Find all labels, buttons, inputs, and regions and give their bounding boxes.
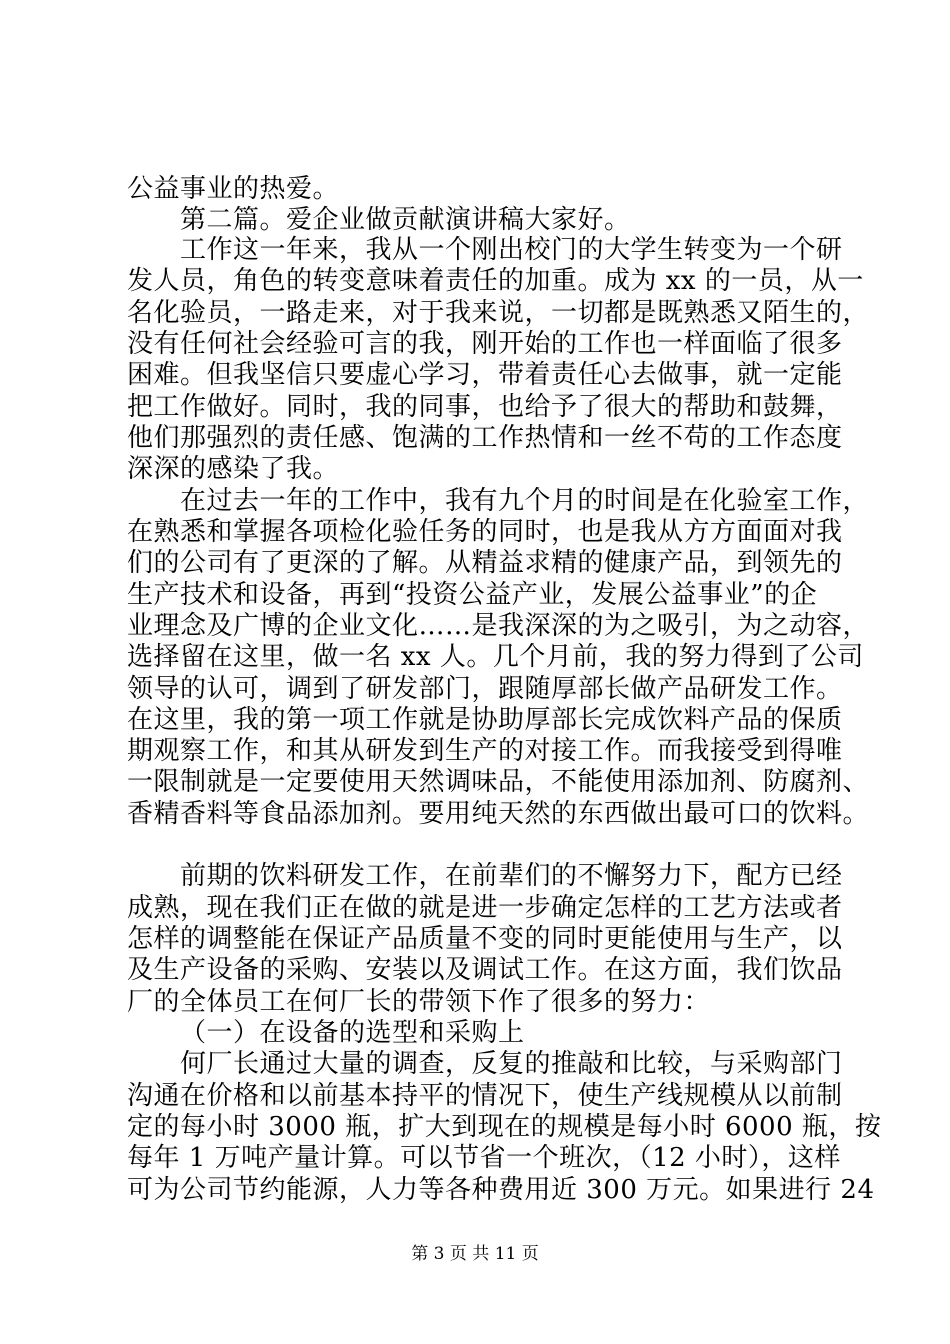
text-line: 深深的感染了我。 [127,454,340,484]
text-line: 困难。但我坚信只要虚心学习，带着责任心去做事，就一定能 [127,360,843,390]
text-line: 发人员，角色的转变意味着责任的加重。成为 xx 的一员，从一 [127,266,864,296]
text-line: 生产技术和设备，再到“投资公益产业，发展公益事业”的企 [127,580,818,610]
text-line: 业理念及广博的企业文化……是我深深的为之吸引，为之动容， [127,611,870,641]
text-line: 名化验员，一路走来，对于我来说，一切都是既熟悉又陌生的， [127,298,870,328]
text-line: 在这里，我的第一项工作就是协助厚部长完成饮料产品的保质 [127,705,843,735]
text-line: 何厂长通过大量的调查，反复的推敲和比较，与采购部门 [180,1049,843,1079]
text-line: 成熟，现在我们正在做的就是进一步确定怎样的工艺方法或者 [127,893,843,923]
page-number-footer: 第 3 页 共 11 页 [411,1244,539,1264]
text-line: 没有任何社会经验可言的我，刚开始的工作也一样面临了很多 [127,329,843,359]
text-line: 在过去一年的工作中，我有九个月的时间是在化验室工作， [180,486,870,516]
text-line: 他们那强烈的责任感、饱满的工作热情和一丝不苟的工作态度 [127,423,843,453]
text-line: 第二篇。爱企业做贡献演讲稿大家好。 [180,205,631,235]
section-heading: （一）在设备的选型和采购上 [180,1018,525,1048]
text-line: 工作这一年来，我从一个刚出校门的大学生转变为一个研 [180,235,843,265]
text-line: 在熟悉和掌握各项检化验任务的同时，也是我从方方面面对我 [127,517,843,547]
text-line: 们的公司有了更深的了解。从精益求精的健康产品，到领先的 [127,548,843,578]
text-line: 期观察工作，和其从研发到生产的对接工作。而我接受到得唯 [127,736,843,766]
text-line: 每年 1 万吨产量计算。可以节省一个班次，（12 小时），这样 [127,1143,841,1173]
text-line: 公益事业的热爱。 [127,174,340,204]
text-line: 前期的饮料研发工作，在前辈们的不懈努力下，配方已经 [180,861,843,891]
text-line: 把工作做好。同时，我的同事，也给予了很大的帮助和鼓舞， [127,392,843,422]
text-line: 怎样的调整能在保证产品质量不变的同时更能使用与生产，以 [127,924,843,954]
text-line: 定的每小时 3000 瓶，扩大到现在的规模是每小时 6000 瓶，按 [127,1112,882,1142]
text-line: 香精香料等食品添加剂。要用纯天然的东西做出最可口的饮料。 [127,799,870,829]
text-line: 沟通在价格和以前基本持平的情况下，使生产线规模从以前制 [127,1081,843,1111]
text-line: 可为公司节约能源，人力等各种费用近 300 万元。如果进行 24 [127,1175,875,1205]
text-line: 及生产设备的采购、安装以及调试工作。在这方面，我们饮品 [127,955,843,985]
text-line: 厂的全体员工在何厂长的带领下作了很多的努力： [127,987,711,1017]
text-line: 一限制就是一定要使用天然调味品，不能使用添加剂、防腐剂、 [127,767,870,797]
text-line: 领导的认可，调到了研发部门，跟随厚部长做产品研发工作。 [127,674,843,704]
text-line: 选择留在这里，做一名 xx 人。几个月前，我的努力得到了公司 [127,642,864,672]
